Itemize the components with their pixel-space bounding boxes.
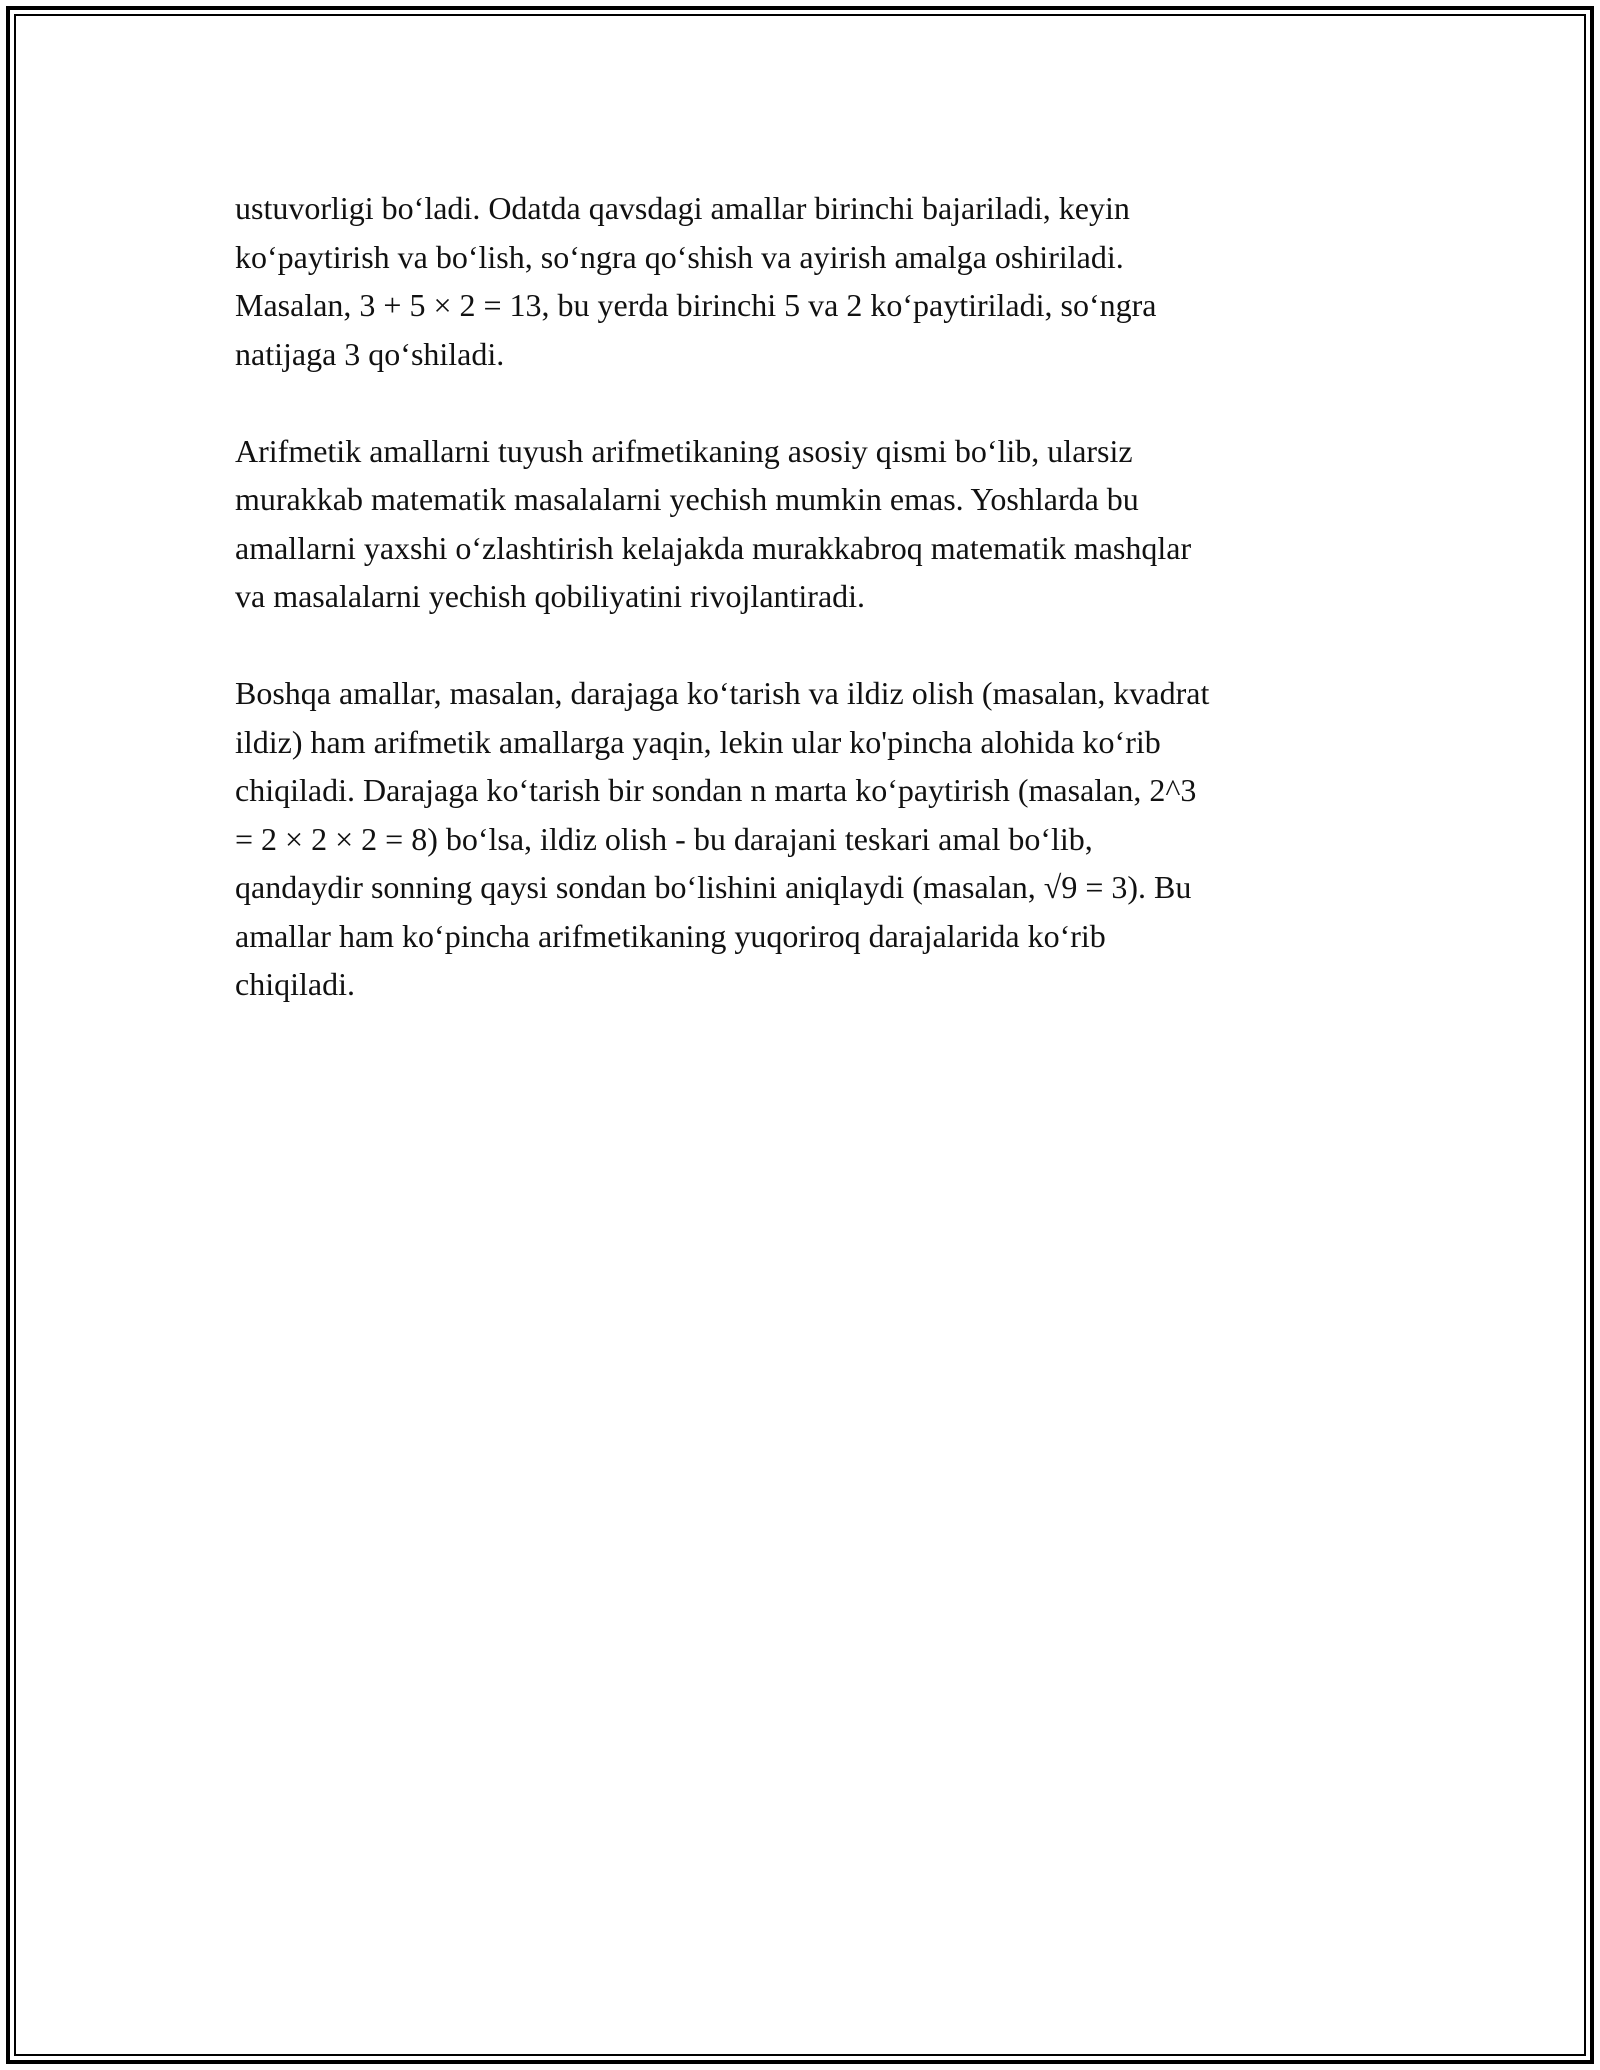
document-body	[235, 184, 1365, 1057]
paragraph-powers-and-roots: Boshqa amallar, masalan, darajaga ko‘tarish va ildiz olish (masalan, kvadrat ildiz) ham arifmetik amallarga yaqin, lekin ular ko'pincha alohida ko‘rib chiqiladi. Darajaga ko‘tarish bir sondan n marta ko‘paytirish (masalan, 2^3 = 2 × 2 × 2 = 8) bo‘lsa, ildiz olish - bu darajani teskari amal bo‘lib, qandaydir sonning qaysi sondan bo‘lishini aniqlaydi (masalan, √9 = 3). Bu amallar ham ko‘pincha arifmetikaning yuqoriroq darajalarida ko‘rib chiqiladi.	[235, 675, 1210, 1002]
paragraph-arithmetic-importance: Arifmetik amallarni tuyush arifmetikaning asosiy qismi bo‘lib, ularsiz murakkab matematik masalalarni yechish mumkin emas. Yoshlarda bu amallarni yaxshi o‘zlashtirish kelajakda murakkabroq matematik mashqlar va masalalarni yechish qobiliyatini rivojlantiradi.	[235, 432, 1192, 614]
paragraph-operator-precedence: ustuvorligi bo‘ladi. Odatda qavsdagi amallar birinchi bajariladi, keyin ko‘paytirish va bo‘lish, so‘ngra qo‘shish va ayirish amalga oshiriladi. Masalan, 3 + 5 × 2 = 13, bu yerda birinchi 5 va 2 ko‘paytiriladi, so‘ngra natijaga 3 qo‘shiladi.	[235, 190, 1157, 372]
